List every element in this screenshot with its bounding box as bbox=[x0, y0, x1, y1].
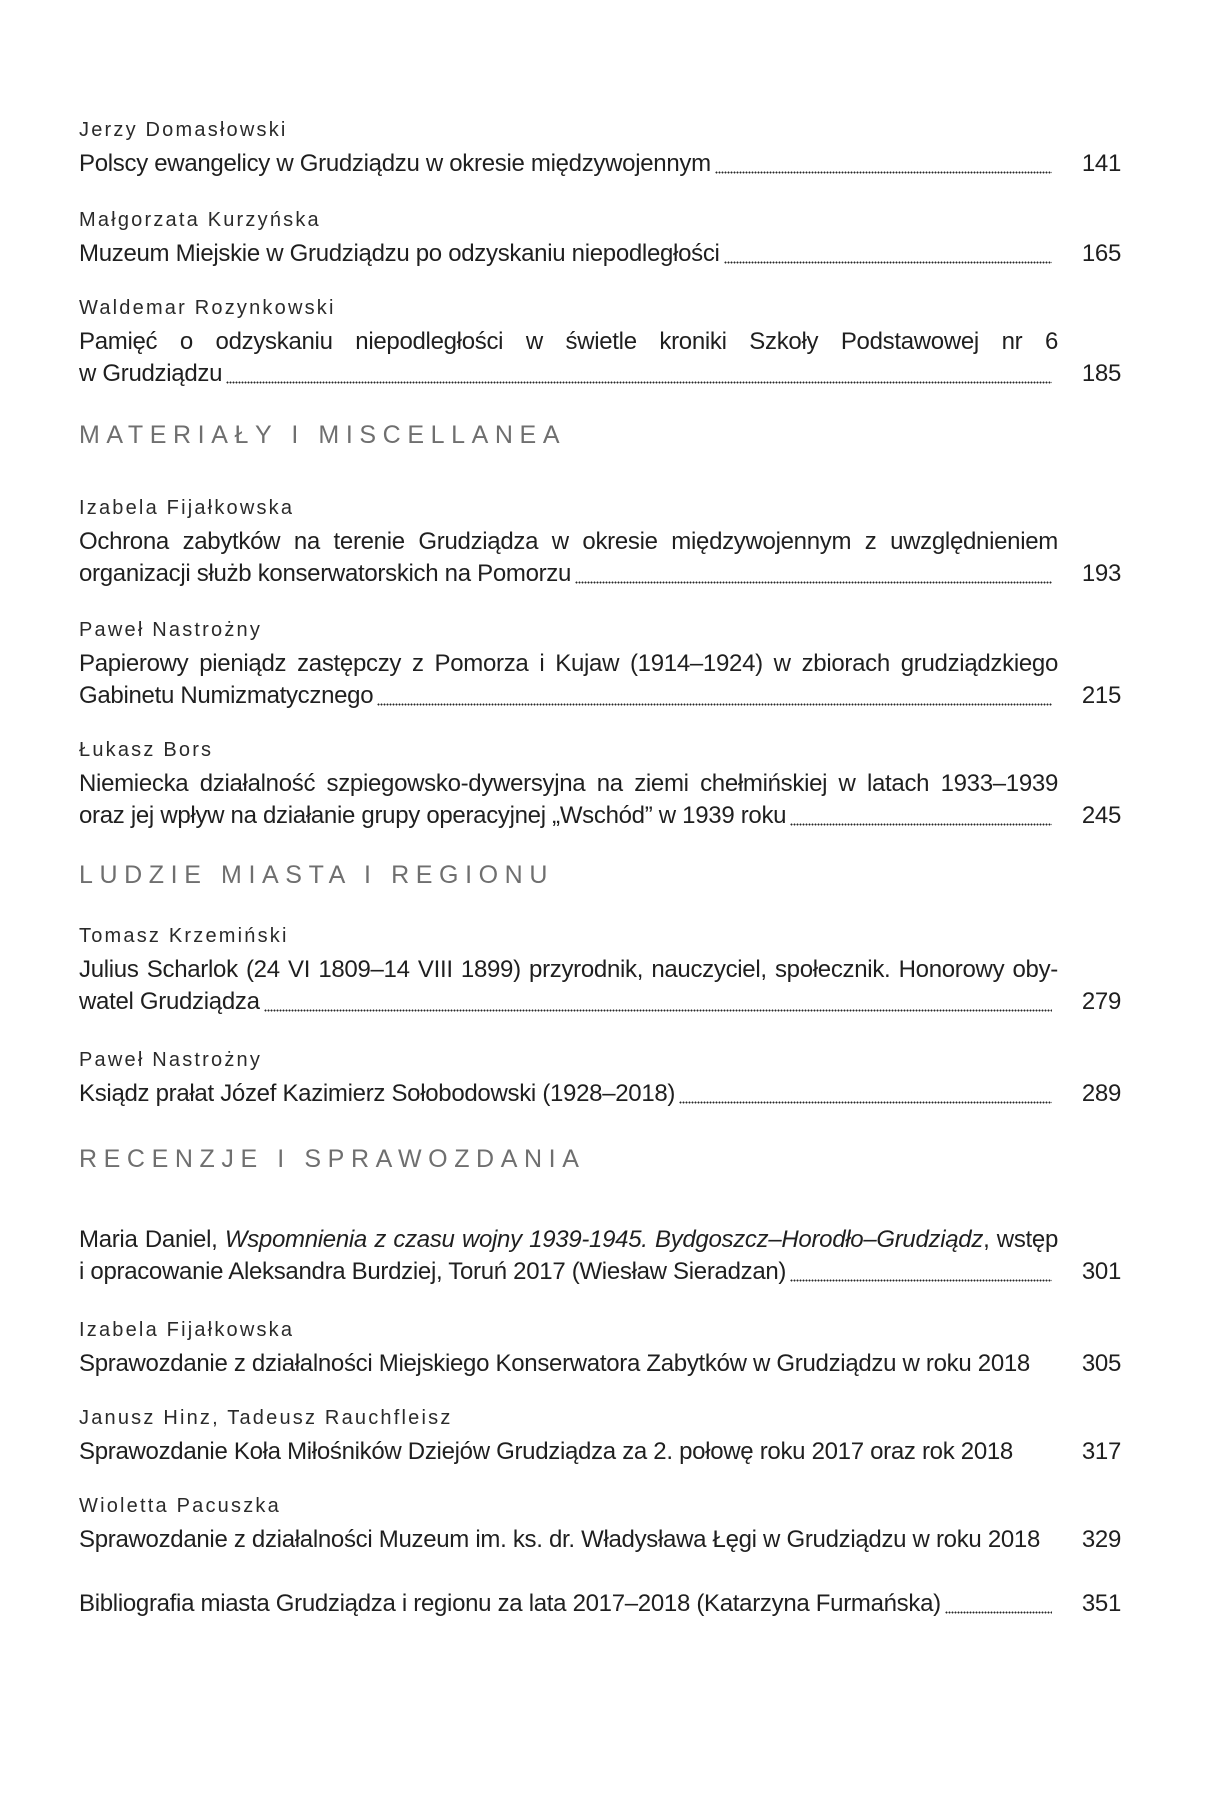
entry-author: Małgorzata Kurzyńska bbox=[79, 209, 321, 231]
entry-title-text: oraz jej wpływ na działanie grupy operacyjnej „Wschód” w 1939 roku bbox=[79, 802, 787, 829]
toc-entry[interactable] bbox=[79, 1046, 1121, 1110]
toc-entry[interactable] bbox=[79, 922, 1121, 1018]
page-number[interactable]: 329 bbox=[1081, 1526, 1121, 1553]
entry-title-line bbox=[79, 148, 1121, 180]
dot-leader bbox=[377, 703, 1052, 706]
entry-title-line bbox=[79, 986, 1121, 1018]
page-number[interactable]: 193 bbox=[1081, 560, 1121, 587]
entry-title-text: w Grudziądzu bbox=[79, 360, 223, 387]
entry-title-line: Ochrona zabytków na terenie Grudziądza w okresie międzywojennym z uwzględnieniem bbox=[79, 528, 1058, 555]
entry-author: Łukasz Bors bbox=[79, 739, 214, 761]
entry-title-line bbox=[79, 238, 1121, 270]
entry-title-text: Sprawozdanie z działalności Muzeum im. ks. dr. Władysława Łęgi w Grudziądzu w roku 2018 bbox=[79, 1526, 1041, 1553]
entry-title-line bbox=[79, 1436, 1121, 1468]
entry-title-text: Polscy ewangelicy w Grudziądzu w okresie międzywojennym bbox=[79, 150, 711, 177]
entry-title-text: i opracowanie Aleksandra Burdziej, Toruń 2017 (Wiesław Sieradzan) bbox=[79, 1258, 787, 1285]
entry-title-text: Sprawozdanie z działalności Miejskiego Konserwatora Zabytków w Grudziądzu w roku 2018 bbox=[79, 1350, 1030, 1377]
entry-title-line bbox=[79, 1078, 1121, 1110]
entry-title-text: Ksiądz prałat Józef Kazimierz Sołobodowski (1928–2018) bbox=[79, 1080, 676, 1107]
entry-title-segment: , wstęp bbox=[983, 1226, 1058, 1253]
entry-title-line: Julius Scharlok (24 VI 1809–14 VIII 1899) przyrodnik, nauczyciel, społecznik. Honorowy oby- bbox=[79, 956, 1058, 983]
dot-leader bbox=[790, 823, 1052, 826]
page-number[interactable]: 141 bbox=[1081, 150, 1121, 177]
entry-title-line bbox=[79, 558, 1121, 590]
dot-leader bbox=[226, 381, 1052, 384]
entry-title-segment: Maria Daniel, bbox=[79, 1226, 225, 1253]
dot-leader bbox=[575, 581, 1052, 584]
toc-entry[interactable] bbox=[79, 1316, 1121, 1380]
page-number[interactable]: 165 bbox=[1081, 240, 1121, 267]
entry-title-line: Pamięć o odzyskaniu niepodległości w świetle kroniki Szkoły Podstawowej nr 6 bbox=[79, 328, 1058, 355]
page-number[interactable]: 289 bbox=[1081, 1080, 1121, 1107]
entry-title-text: watel Grudziądza bbox=[79, 988, 260, 1015]
dot-leader bbox=[724, 261, 1052, 264]
page-number[interactable]: 185 bbox=[1081, 360, 1121, 387]
entry-title-line bbox=[79, 1224, 1058, 1256]
page-number[interactable]: 215 bbox=[1081, 682, 1121, 709]
entry-title-line bbox=[79, 800, 1121, 832]
entry-title-text: organizacji służb konserwatorskich na Pomorzu bbox=[79, 560, 572, 587]
entry-title-line bbox=[79, 1348, 1121, 1380]
toc-entry[interactable] bbox=[79, 1224, 1121, 1288]
toc-entry[interactable] bbox=[79, 206, 1121, 270]
entry-title-line bbox=[79, 1256, 1121, 1288]
toc-entry[interactable] bbox=[79, 616, 1121, 712]
section-heading: LUDZIE MIASTA I REGIONU bbox=[79, 861, 554, 889]
entry-title-line bbox=[79, 1588, 1121, 1620]
dot-leader bbox=[715, 171, 1052, 174]
section-heading: MATERIAŁY I MISCELLANEA bbox=[79, 421, 567, 449]
entry-author: Tomasz Krzemiński bbox=[79, 925, 289, 947]
entry-author: Janusz Hinz, Tadeusz Rauchfleisz bbox=[79, 1407, 453, 1429]
entry-title-text: Sprawozdanie Koła Miłośników Dziejów Grudziądza za 2. połowę roku 2017 oraz rok 2018 bbox=[79, 1438, 1013, 1465]
entry-author: Izabela Fijałkowska bbox=[79, 1319, 295, 1341]
entry-title-line bbox=[79, 1524, 1121, 1556]
entry-title-text: Muzeum Miejskie w Grudziądzu po odzyskaniu niepodległości bbox=[79, 240, 720, 267]
section-heading: RECENZJE I SPRAWOZDANIA bbox=[79, 1145, 586, 1173]
entry-author: Paweł Nastrożny bbox=[79, 1049, 263, 1071]
page-number[interactable]: 245 bbox=[1081, 802, 1121, 829]
toc-entry[interactable] bbox=[79, 294, 1121, 390]
entry-title-line: Niemiecka działalność szpiegowsko-dywersyjna na ziemi chełmińskiej w latach 1933–1939 bbox=[79, 770, 1058, 797]
toc-entry[interactable] bbox=[79, 1588, 1121, 1620]
dot-leader bbox=[945, 1611, 1052, 1614]
page-number[interactable]: 317 bbox=[1081, 1438, 1121, 1465]
toc-entry[interactable] bbox=[79, 116, 1121, 180]
toc-entry[interactable] bbox=[79, 736, 1121, 832]
entry-title-line bbox=[79, 358, 1121, 390]
entry-author: Izabela Fijałkowska bbox=[79, 497, 295, 519]
dot-leader bbox=[264, 1009, 1052, 1012]
entry-title-text: Bibliografia miasta Grudziądza i regionu za lata 2017–2018 (Katarzyna Furmańska) bbox=[79, 1590, 941, 1617]
entry-author: Jerzy Domasłowski bbox=[79, 119, 288, 141]
dot-leader bbox=[679, 1101, 1052, 1104]
dot-leader bbox=[790, 1279, 1052, 1282]
entry-title-line bbox=[79, 680, 1121, 712]
page-number[interactable]: 351 bbox=[1081, 1590, 1121, 1617]
entry-author: Wioletta Pacuszka bbox=[79, 1495, 281, 1517]
entry-title-italic: Wspomnienia z czasu wojny 1939-1945. Bydgoszcz–Horodło–Grudziądz bbox=[224, 1226, 984, 1253]
page-number[interactable]: 279 bbox=[1081, 988, 1121, 1015]
table-of-contents bbox=[79, 116, 1121, 1620]
page-number[interactable]: 301 bbox=[1081, 1258, 1121, 1285]
entry-title-text: Gabinetu Numizmatycznego bbox=[79, 682, 374, 709]
page-number[interactable]: 305 bbox=[1081, 1350, 1121, 1377]
toc-entry[interactable] bbox=[79, 494, 1121, 590]
entry-title-line: Papierowy pieniądz zastępczy z Pomorza i Kujaw (1914–1924) w zbiorach grudziądzkiego bbox=[79, 650, 1058, 677]
entry-author: Waldemar Rozynkowski bbox=[79, 297, 336, 319]
entry-author: Paweł Nastrożny bbox=[79, 619, 263, 641]
toc-entry[interactable] bbox=[79, 1492, 1121, 1556]
toc-entry[interactable] bbox=[79, 1404, 1121, 1468]
